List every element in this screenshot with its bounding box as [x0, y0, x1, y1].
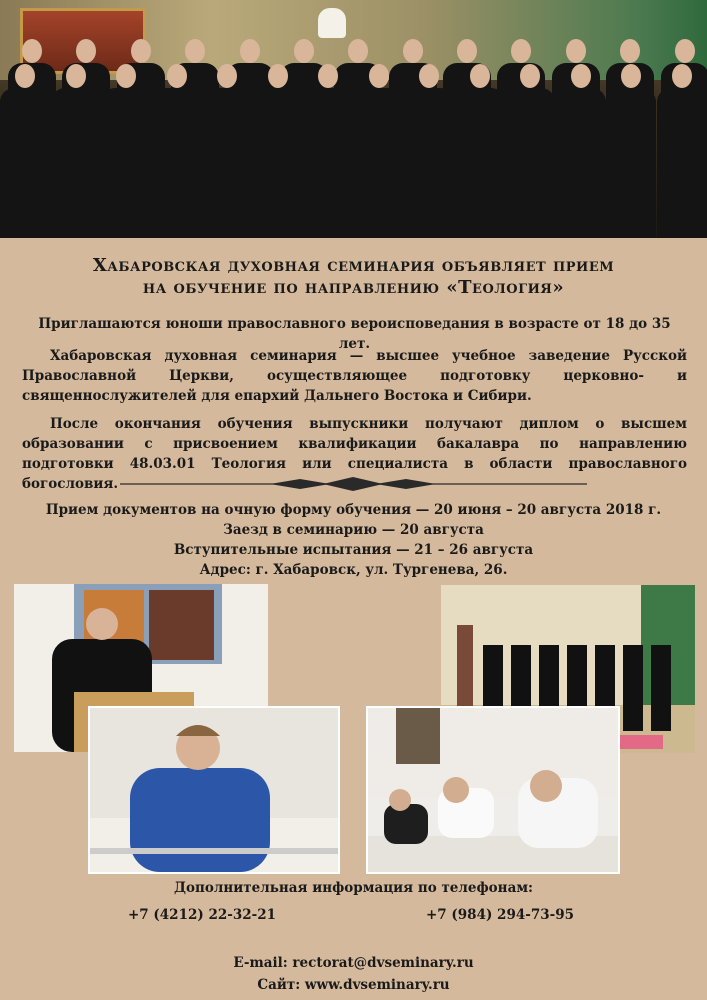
bishop-mitre — [318, 8, 346, 38]
seminarian-head — [66, 64, 86, 88]
seminarian-figure — [455, 88, 505, 238]
email-link[interactable]: E-mail: rectorat@dvseminary.ru — [233, 955, 474, 971]
seminarian-head — [620, 39, 640, 63]
exam-dates: Вступительные испытания — 21 – 26 августа — [173, 542, 534, 558]
seminarian-figure — [556, 88, 606, 238]
seminarian-figure — [0, 88, 50, 238]
phone-secondary[interactable]: +7 (984) 294-73-95 — [426, 907, 575, 923]
info-title: Дополнительная информация по телефонам: — [173, 880, 534, 896]
exam-room-photo — [366, 706, 620, 874]
seminarian-head — [240, 39, 260, 63]
seminarian-head — [268, 64, 288, 88]
heading-line-2: на обучение по направлению «Теология» — [142, 277, 565, 298]
invite-paragraph: Приглашаются юноши православного вероисповедания в возрасте от 18 до 35 лет. — [38, 316, 671, 352]
seminarian-head — [566, 39, 586, 63]
seminarian-head — [457, 39, 477, 63]
page-heading — [0, 255, 707, 299]
seminarian-figure — [303, 88, 353, 238]
seminarian-head — [294, 39, 314, 63]
seminarian-head — [185, 39, 205, 63]
seminarian-figure — [354, 88, 404, 238]
group-photo — [0, 0, 707, 238]
seminarian-head — [511, 39, 531, 63]
website-link[interactable]: Сайт: www.dvseminary.ru — [257, 977, 450, 993]
seminarian-head — [116, 64, 136, 88]
seminarian-head — [15, 64, 35, 88]
seminarian-head — [131, 39, 151, 63]
seminarian-head — [318, 64, 338, 88]
seminarian-head — [167, 64, 187, 88]
seminarian-head — [419, 64, 439, 88]
seminarian-head — [675, 39, 695, 63]
student-writing-photo — [88, 706, 340, 874]
seminarian-figure — [202, 88, 252, 238]
seminarian-head — [76, 39, 96, 63]
seminarian-figure — [606, 88, 656, 238]
seminarian-head — [672, 64, 692, 88]
seminarian-figure — [404, 88, 454, 238]
seminarian-head — [22, 39, 42, 63]
seminarians-crowd — [0, 38, 707, 238]
seminarian-head — [571, 64, 591, 88]
heading-line-1: Хабаровская духовная семинария объявляет прием — [92, 255, 615, 276]
seminarian-figure — [101, 88, 151, 238]
seminarian-figure — [657, 88, 707, 238]
seminarian-head — [369, 64, 389, 88]
address: Адрес: г. Хабаровск, ул. Тургенева, 26. — [199, 562, 508, 578]
seminarian-figure — [505, 88, 555, 238]
seminarian-head — [520, 64, 540, 88]
seminarian-figure — [51, 88, 101, 238]
seminarian-head — [470, 64, 490, 88]
arrival-date: Заезд в семинарию — 20 августа — [223, 522, 484, 538]
diploma-paragraph: После окончания обучения выпускники получают диплом о высшем образовании с присвоением квалификации бакалавра по направлению подготовки 48.03.01 Теология или специалиста в области православного богословия. — [22, 416, 687, 492]
seminarian-head — [217, 64, 237, 88]
admission-block — [0, 500, 707, 580]
seminarian-head — [621, 64, 641, 88]
phone-primary[interactable]: +7 (4212) 22-32-21 — [128, 907, 277, 923]
seminarian-figure — [253, 88, 303, 238]
seminarian-head — [403, 39, 423, 63]
documents-dates: Прием документов на очную форму обучения — 20 июня – 20 августа 2018 г. — [45, 502, 662, 518]
seminarian-figure — [152, 88, 202, 238]
seminarian-head — [348, 39, 368, 63]
about-paragraph: Хабаровская духовная семинария — высшее учебное заведение Русской Православной Церкви, осуществляющее подготовку церковно- и священнослужителей для епархий Дальнего Востока и Сибири. — [22, 348, 687, 404]
ornament-divider — [120, 477, 587, 491]
